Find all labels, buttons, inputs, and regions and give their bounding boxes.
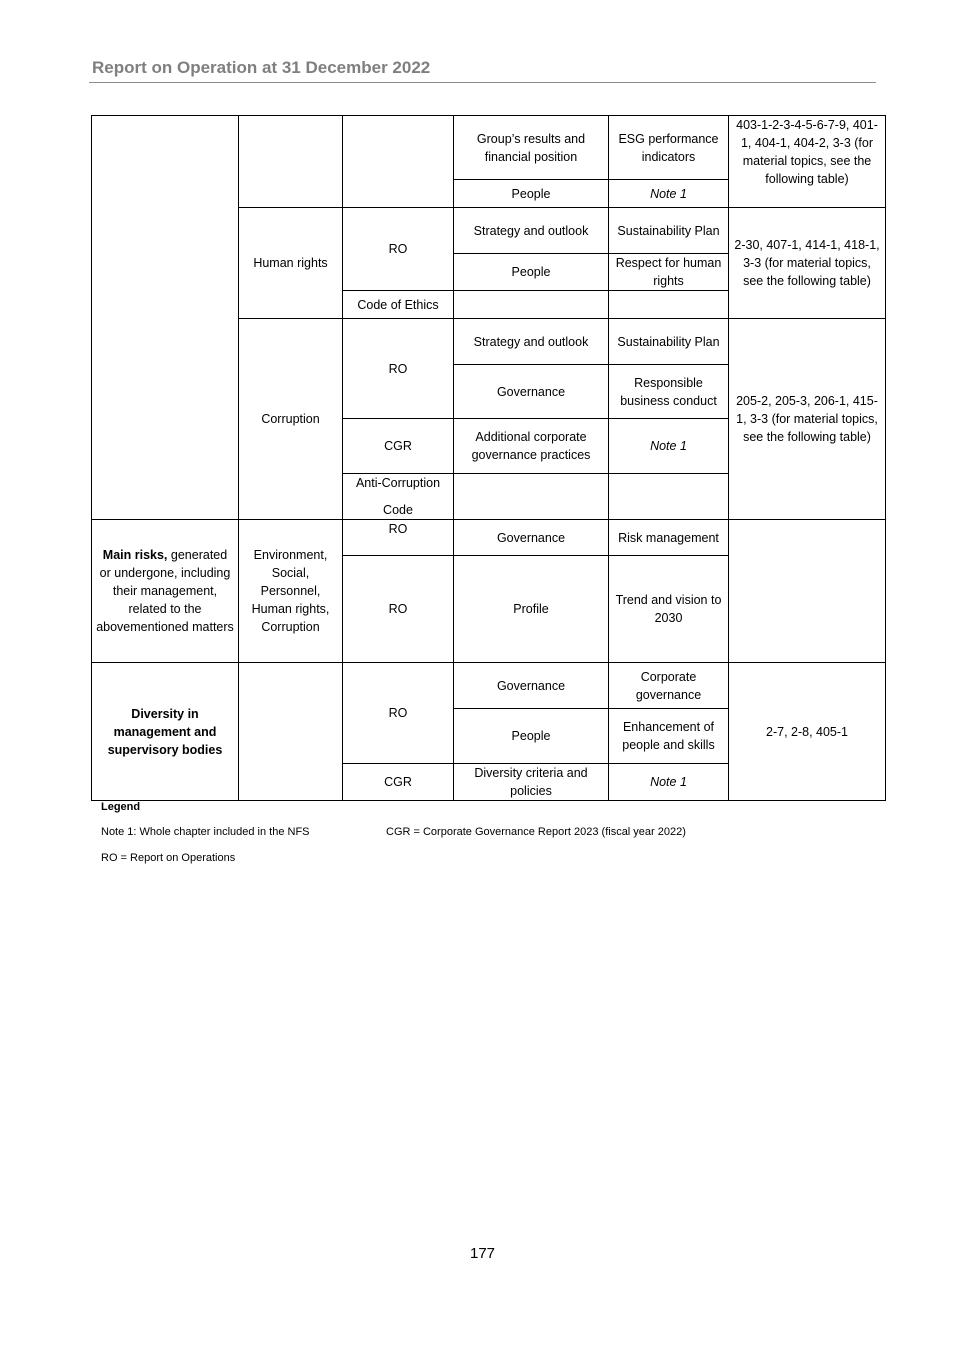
gri-cell: 2-30, 407-1, 414-1, 418-1, 3-3 (for material topics, see the following table) <box>729 208 886 319</box>
chapter-cell: Note 1 <box>609 419 729 474</box>
chapter-cell: Sustainability Plan <box>609 208 729 254</box>
topic-cell: Human rights <box>239 208 343 319</box>
document-line: Anti-Corruption <box>355 476 441 490</box>
topic-cell-empty <box>239 116 343 208</box>
document-cell: RO <box>343 663 454 764</box>
section-cell: Governance <box>454 663 609 709</box>
document-cell: CGR <box>343 764 454 801</box>
page-number: 177 <box>469 1245 496 1262</box>
chapter-cell: Sustainability Plan <box>609 319 729 365</box>
document-cell <box>343 474 454 520</box>
matter-cell: Diversity in management and supervisory bodies <box>92 663 239 801</box>
document-cell-empty <box>343 116 454 208</box>
chapter-cell: Risk management <box>609 520 729 556</box>
section-cell: Group’s results and financial position <box>454 116 609 180</box>
gri-cell-empty <box>729 520 886 663</box>
legend-title: Legend <box>101 801 141 813</box>
section-cell: Governance <box>454 520 609 556</box>
section-cell: People <box>454 180 609 208</box>
section-cell: Governance <box>454 365 609 419</box>
chapter-cell: Note 1 <box>609 180 729 208</box>
chapter-cell-empty <box>609 474 729 520</box>
nfs-reconciliation-table <box>91 115 886 801</box>
matter-cell-empty <box>92 116 239 520</box>
document-cell: Code of Ethics <box>343 291 454 319</box>
section-cell: Strategy and outlook <box>454 208 609 254</box>
legend-cgr: CGR = Corporate Governance Report 2023 (fiscal year 2022) <box>386 826 686 838</box>
section-cell: Strategy and outlook <box>454 319 609 365</box>
chapter-cell: Enhancement of people and skills <box>609 709 729 764</box>
legend-ro: RO = Report on Operations <box>101 852 236 864</box>
section-cell-empty <box>454 474 609 520</box>
topic-cell: Corruption <box>239 319 343 520</box>
section-cell: Additional corporate governance practices <box>454 419 609 474</box>
gri-cell: 2-7, 2-8, 405-1 <box>729 663 886 801</box>
section-cell-empty <box>454 291 609 319</box>
section-cell: Diversity criteria and policies <box>454 764 609 801</box>
document-line: Code <box>383 503 413 517</box>
header-divider <box>89 82 876 83</box>
document-cell: RO <box>343 520 454 556</box>
table-row <box>92 663 886 709</box>
matter-cell <box>92 520 239 663</box>
topic-cell-empty <box>239 663 343 801</box>
document-cell: RO <box>343 208 454 291</box>
matter-title: Main risks, <box>102 548 168 562</box>
legend-note-1: Note 1: Whole chapter included in the NFS <box>101 826 310 838</box>
page-header-title: Report on Operation at 31 December 2022 <box>92 58 431 77</box>
gri-cell: 403-1-2-3-4-5-6-7-9, 401-1, 404-1, 404-2, 3-3 (for material topics, see the following table) <box>729 116 886 208</box>
chapter-cell: Responsible business conduct <box>609 365 729 419</box>
chapter-cell: Corporate governance <box>609 663 729 709</box>
document-cell: RO <box>343 319 454 419</box>
section-cell: People <box>454 254 609 291</box>
document-cell: CGR <box>343 419 454 474</box>
chapter-cell: Trend and vision to 2030 <box>609 556 729 663</box>
section-cell: Profile <box>454 556 609 663</box>
chapter-cell: Respect for human rights <box>609 254 729 291</box>
table-row <box>92 116 886 180</box>
chapter-cell: ESG performance indicators <box>609 116 729 180</box>
section-cell: People <box>454 709 609 764</box>
chapter-cell: Note 1 <box>609 764 729 801</box>
document-cell: RO <box>343 556 454 663</box>
topic-cell: Environment, Social, Personnel, Human rights, Corruption <box>239 520 343 663</box>
chapter-cell-empty <box>609 291 729 319</box>
table-row <box>92 520 886 556</box>
gri-cell: 205-2, 205-3, 206-1, 415-1, 3-3 (for material topics, see the following table) <box>729 319 886 520</box>
matter-description: generated or undergone, including their management, related to the abovementioned matters <box>96 548 234 634</box>
